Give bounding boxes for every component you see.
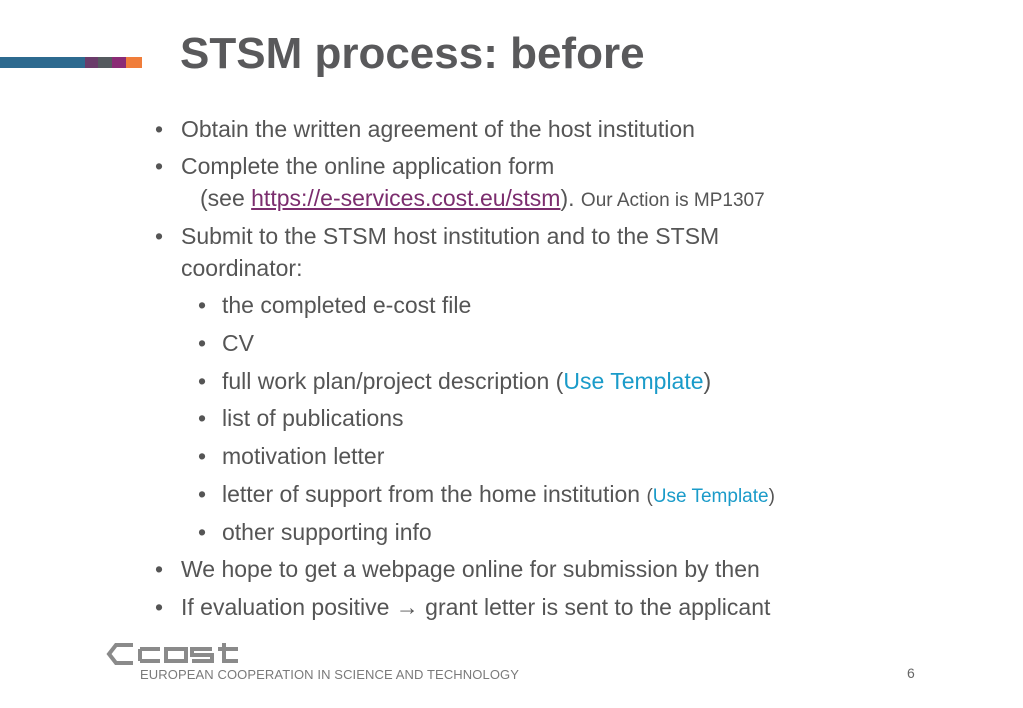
accent-segment-magenta: [112, 57, 126, 68]
see-open-text: (see: [200, 185, 252, 211]
logo-c-mark: [109, 645, 133, 663]
bullet-marker: •: [155, 223, 164, 249]
page-number: 6: [907, 665, 915, 681]
sub-bullet-marker: •: [198, 292, 207, 318]
sub-bullet-cv: CV: [222, 330, 254, 356]
slide-title: STSM process: before: [180, 29, 645, 78]
sub-bullet-marker: •: [198, 443, 207, 469]
sub-bullet-publications: list of publications: [222, 405, 404, 431]
support-letter-template-link[interactable]: Use Template: [652, 486, 769, 507]
support-letter-open: (: [646, 486, 653, 507]
bullet-marker: •: [155, 594, 164, 620]
see-close-text: ).: [560, 185, 575, 211]
sub-bullet-other-info: other supporting info: [222, 519, 432, 545]
work-plan-close: ): [703, 368, 712, 394]
work-plan-text: full work plan/project description (: [222, 368, 564, 394]
bullet-submit-line2: coordinator:: [181, 255, 303, 281]
arrow-right-icon: →: [395, 594, 419, 620]
accent-segment-orange: [126, 57, 142, 68]
footer-tagline: EUROPEAN COOPERATION IN SCIENCE AND TECHNOLOGY: [140, 667, 520, 682]
evaluation-text: If evaluation positive: [181, 594, 396, 620]
sub-bullet-ecost-file: the completed e-cost file: [222, 292, 472, 318]
accent-segment-blue: [0, 57, 85, 68]
logo-letter-s: [192, 649, 212, 661]
logo-letter-o: [166, 649, 186, 661]
cost-logo: [106, 642, 240, 668]
sub-bullet-marker: •: [198, 330, 207, 356]
action-note: Our Action is MP1307: [580, 190, 765, 211]
sub-bullet-motivation: motivation letter: [222, 443, 385, 469]
sub-bullet-work-plan: [222, 367, 711, 395]
bullet-marker: •: [155, 556, 164, 582]
support-letter-close: ): [768, 486, 775, 507]
e-services-link[interactable]: https://e-services.cost.eu/stsm: [251, 185, 561, 211]
sub-bullet-marker: •: [198, 405, 207, 431]
bullet-marker: •: [155, 116, 164, 142]
grant-letter-text: grant letter is sent to the applicant: [418, 594, 771, 620]
sub-bullet-marker: •: [198, 519, 207, 545]
bullet-evaluation: [181, 593, 770, 621]
support-letter-text: letter of support from the home institution: [222, 481, 647, 507]
application-link-line: [200, 184, 765, 215]
accent-segment-gray: [98, 57, 112, 68]
logo-letter-c: [140, 649, 160, 661]
sub-bullet-marker: •: [198, 481, 207, 507]
bullet-marker: •: [155, 153, 164, 179]
work-plan-template-link[interactable]: Use Template: [563, 368, 704, 394]
sub-bullet-marker: •: [198, 368, 207, 394]
bullet-application-form: Complete the online application form: [181, 153, 555, 179]
bullet-submit-line1: Submit to the STSM host institution and to the STSM: [181, 223, 720, 249]
sub-bullet-support-letter: [222, 480, 775, 511]
bullet-host-agreement: Obtain the written agreement of the host institution: [181, 116, 695, 142]
accent-segment-purple: [85, 57, 98, 68]
bullet-webpage: We hope to get a webpage online for submission by then: [181, 556, 760, 582]
accent-bar: [0, 57, 142, 68]
logo-letter-t: [218, 643, 238, 661]
